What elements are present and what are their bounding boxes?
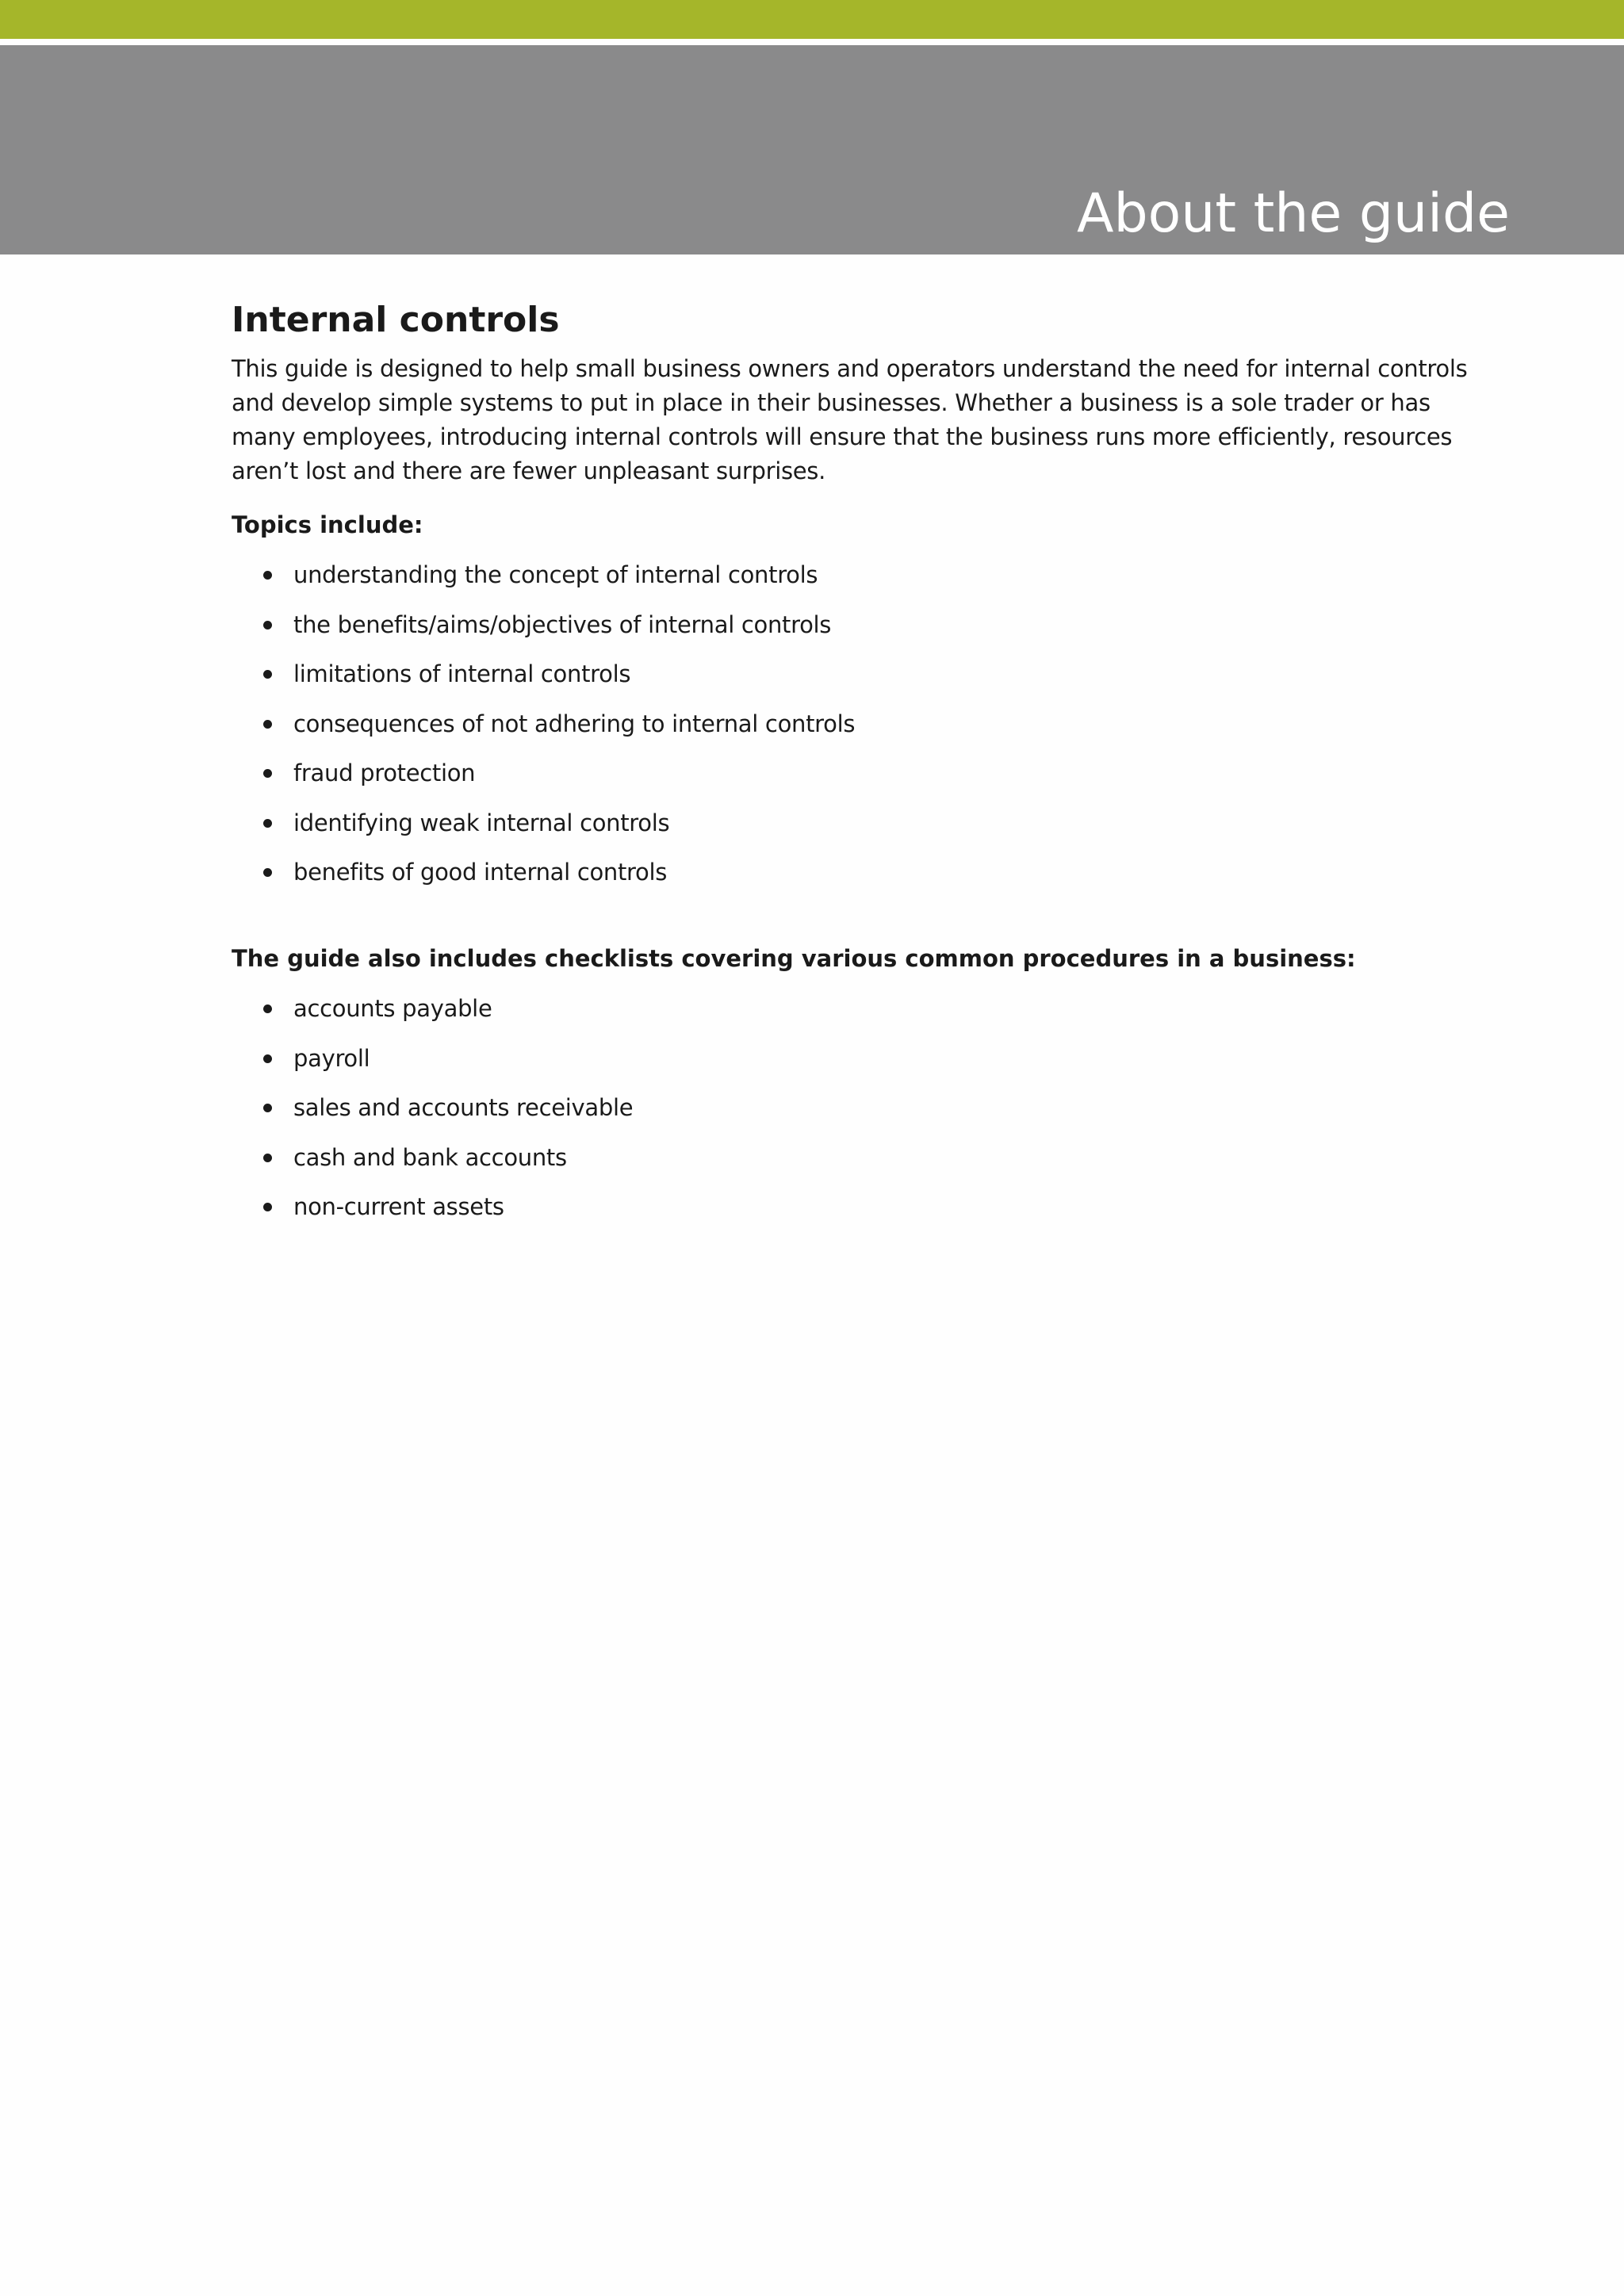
list-item — [232, 656, 1500, 692]
bullet-icon — [263, 868, 272, 877]
bullet-icon — [263, 720, 272, 729]
bullet-icon — [263, 1154, 272, 1162]
list-item — [232, 854, 1500, 890]
list-item — [232, 805, 1500, 841]
list-item — [232, 1040, 1500, 1077]
bullet-icon — [263, 1004, 272, 1013]
page-title: About the guide — [1076, 182, 1510, 245]
list-item — [232, 557, 1500, 593]
list-item — [232, 607, 1500, 643]
list-item-text: the benefits/aims/objectives of internal controls — [293, 610, 832, 638]
checklists-heading: The guide also includes checklists covering various common procedures in a business: — [232, 945, 1356, 972]
bullet-icon — [263, 621, 272, 629]
list-item-text: accounts payable — [293, 995, 492, 1022]
bullet-icon — [263, 1054, 272, 1063]
list-item — [232, 1089, 1500, 1126]
list-item-text: fraud protection — [293, 760, 476, 786]
topics-heading: Topics include: — [232, 511, 423, 538]
list-item — [232, 1188, 1500, 1225]
bullet-icon — [263, 1203, 272, 1211]
checklists-list — [232, 990, 1500, 1225]
bullet-icon — [263, 769, 272, 778]
section-heading: Internal controls — [232, 300, 560, 340]
list-item-text: identifying weak internal controls — [293, 809, 670, 836]
topics-list — [232, 557, 1500, 890]
bullet-icon — [263, 819, 272, 828]
list-item-text: cash and bank accounts — [293, 1143, 567, 1171]
main-content — [232, 295, 1500, 1238]
list-item — [232, 755, 1500, 791]
list-item-text: limitations of internal controls — [293, 660, 631, 687]
list-item-text: consequences of not adhering to internal controls — [293, 710, 856, 737]
list-item-text: understanding the concept of internal controls — [293, 561, 818, 588]
list-item — [232, 1139, 1500, 1176]
intro-paragraph: This guide is designed to help small business owners and operators understand the need for internal controls and develop simple systems to put in place in their businesses. Whether a business is a sole trader or has many employees, introducing internal controls will ensure that the business runs more efficiently, resources aren’t lost and there are fewer unpleasant surprises. — [232, 355, 1468, 484]
top-accent-bar — [0, 0, 1624, 39]
bullet-icon — [263, 1104, 272, 1112]
list-item-text: sales and accounts receivable — [293, 1094, 634, 1121]
bullet-icon — [263, 571, 272, 580]
list-item — [232, 706, 1500, 742]
list-item-text: payroll — [293, 1044, 370, 1072]
list-item — [232, 990, 1500, 1027]
list-item-text: non-current assets — [293, 1193, 504, 1220]
list-item-text: benefits of good internal controls — [293, 859, 668, 886]
bullet-icon — [263, 670, 272, 679]
